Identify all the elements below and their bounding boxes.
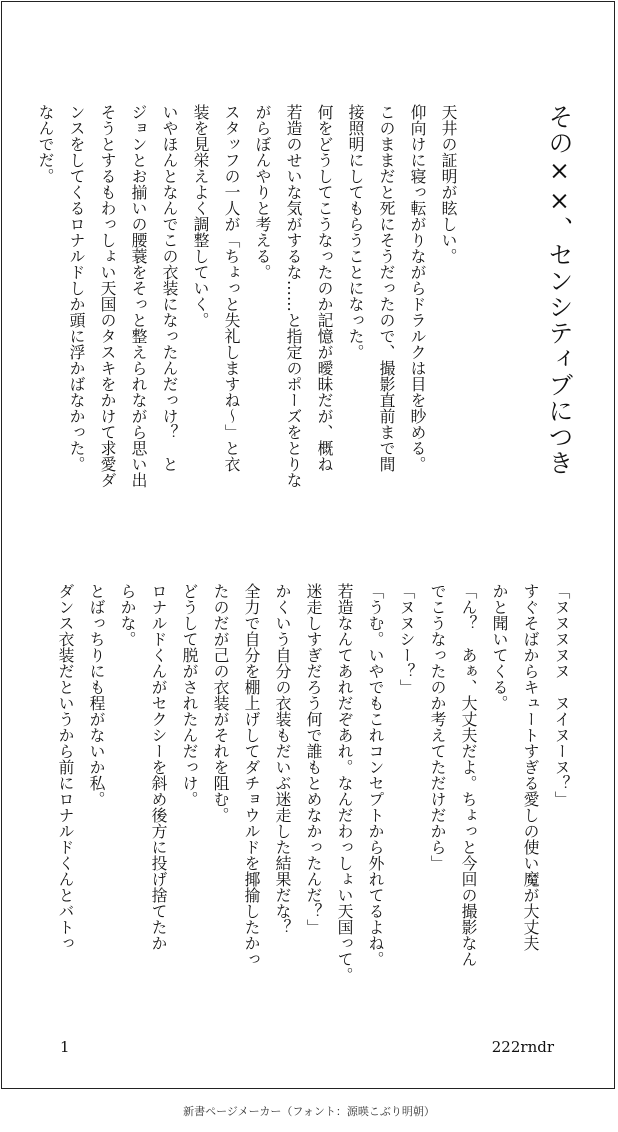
text-line: いやほんとなんでこの衣装になったんだっけ？ と bbox=[160, 104, 179, 472]
text-line: 若造なんてあれだぞあれ。なんだわっしょい天国って。 bbox=[335, 583, 354, 983]
text-line: でこうなったのか考えてただけだから」 bbox=[428, 583, 447, 871]
text-line: 「ヌヌシー？」 bbox=[397, 583, 416, 695]
text-line: このままだと死にそうだったので、撮影直前まで間 bbox=[377, 104, 396, 472]
text-line: スタッフの一人が「ちょっと失礼しますね〜」と衣 bbox=[222, 104, 241, 472]
text-line: 天井の証明が眩しい。 bbox=[439, 104, 458, 264]
text-line: ロナルドくんがセクシーを斜め後方に投げ捨てたか bbox=[149, 583, 168, 951]
text-line: 仰向けに寝っ転がりながらドラルクは目を眇める。 bbox=[408, 104, 427, 472]
text-line: 接照明にしてもらうことになった。 bbox=[346, 104, 365, 360]
text-line: 全力で自分を棚上げしてダチョウルドを揶揄したかっ bbox=[242, 583, 261, 967]
bottom-text-block bbox=[50, 583, 577, 1003]
text-line: たのだが己の衣装がそれを阻む。 bbox=[211, 583, 230, 823]
text-line: 「うむ。いやでもこれコンセプトから外れてるよね。 bbox=[366, 583, 385, 967]
top-text-block bbox=[30, 104, 464, 524]
text-line: すぐそばからキュートすぎる愛しの使い魔が大丈夫 bbox=[521, 583, 540, 951]
page-number: 1 bbox=[60, 1038, 70, 1056]
text-line: 迷走しすぎだろう何で誰もとめなかったんだ？」 bbox=[304, 583, 323, 935]
author-name: 222rndr bbox=[491, 1038, 554, 1056]
text-line: どうして脱がされたんだっけ。 bbox=[180, 583, 199, 807]
text-line: 「ん？ あぁ、大丈夫だよ。ちょっと今回の撮影なん bbox=[459, 583, 478, 967]
text-line: ジョンとお揃いの腰蓑をそっと整えられながら思い出 bbox=[129, 104, 148, 488]
text-line: そうとするもわっしょい天国のタスキをかけて求愛ダ bbox=[98, 104, 117, 488]
text-line: 「ヌヌヌヌヌ ヌイヌーヌ？」 bbox=[552, 583, 571, 807]
text-line: かくいう自分の衣装もだいぶ迷走した結果だな？ bbox=[273, 583, 292, 935]
text-line: 若造のせいな気がするな……と指定のポーズをとりな bbox=[284, 104, 303, 488]
text-line: がらぼんやりと考える。 bbox=[253, 104, 272, 280]
text-line: かと聞いてくる。 bbox=[490, 583, 509, 711]
text-line: ンスをしてくるロナルドしか頭に浮かばなかった。 bbox=[67, 104, 86, 472]
page-title: その××、センシティブにつき bbox=[545, 104, 574, 476]
manuscript-page bbox=[1, 1, 615, 1089]
text-line: らかな。 bbox=[118, 583, 137, 647]
text-line: なんでだ。 bbox=[36, 104, 55, 184]
text-line: ダンス衣装だというから前にロナルドくんとバトっ bbox=[56, 583, 75, 951]
text-line: とばっちりにも程がないか私。 bbox=[87, 583, 106, 807]
text-line: 何をどうしてこうなったのか記憶が曖昧だが、概ね bbox=[315, 104, 334, 472]
generator-credit: 新書ページメーカー（フォント：源暎こぶり明朝） bbox=[183, 1105, 435, 1118]
text-line: 装を見栄えよく調整していく。 bbox=[191, 104, 210, 328]
